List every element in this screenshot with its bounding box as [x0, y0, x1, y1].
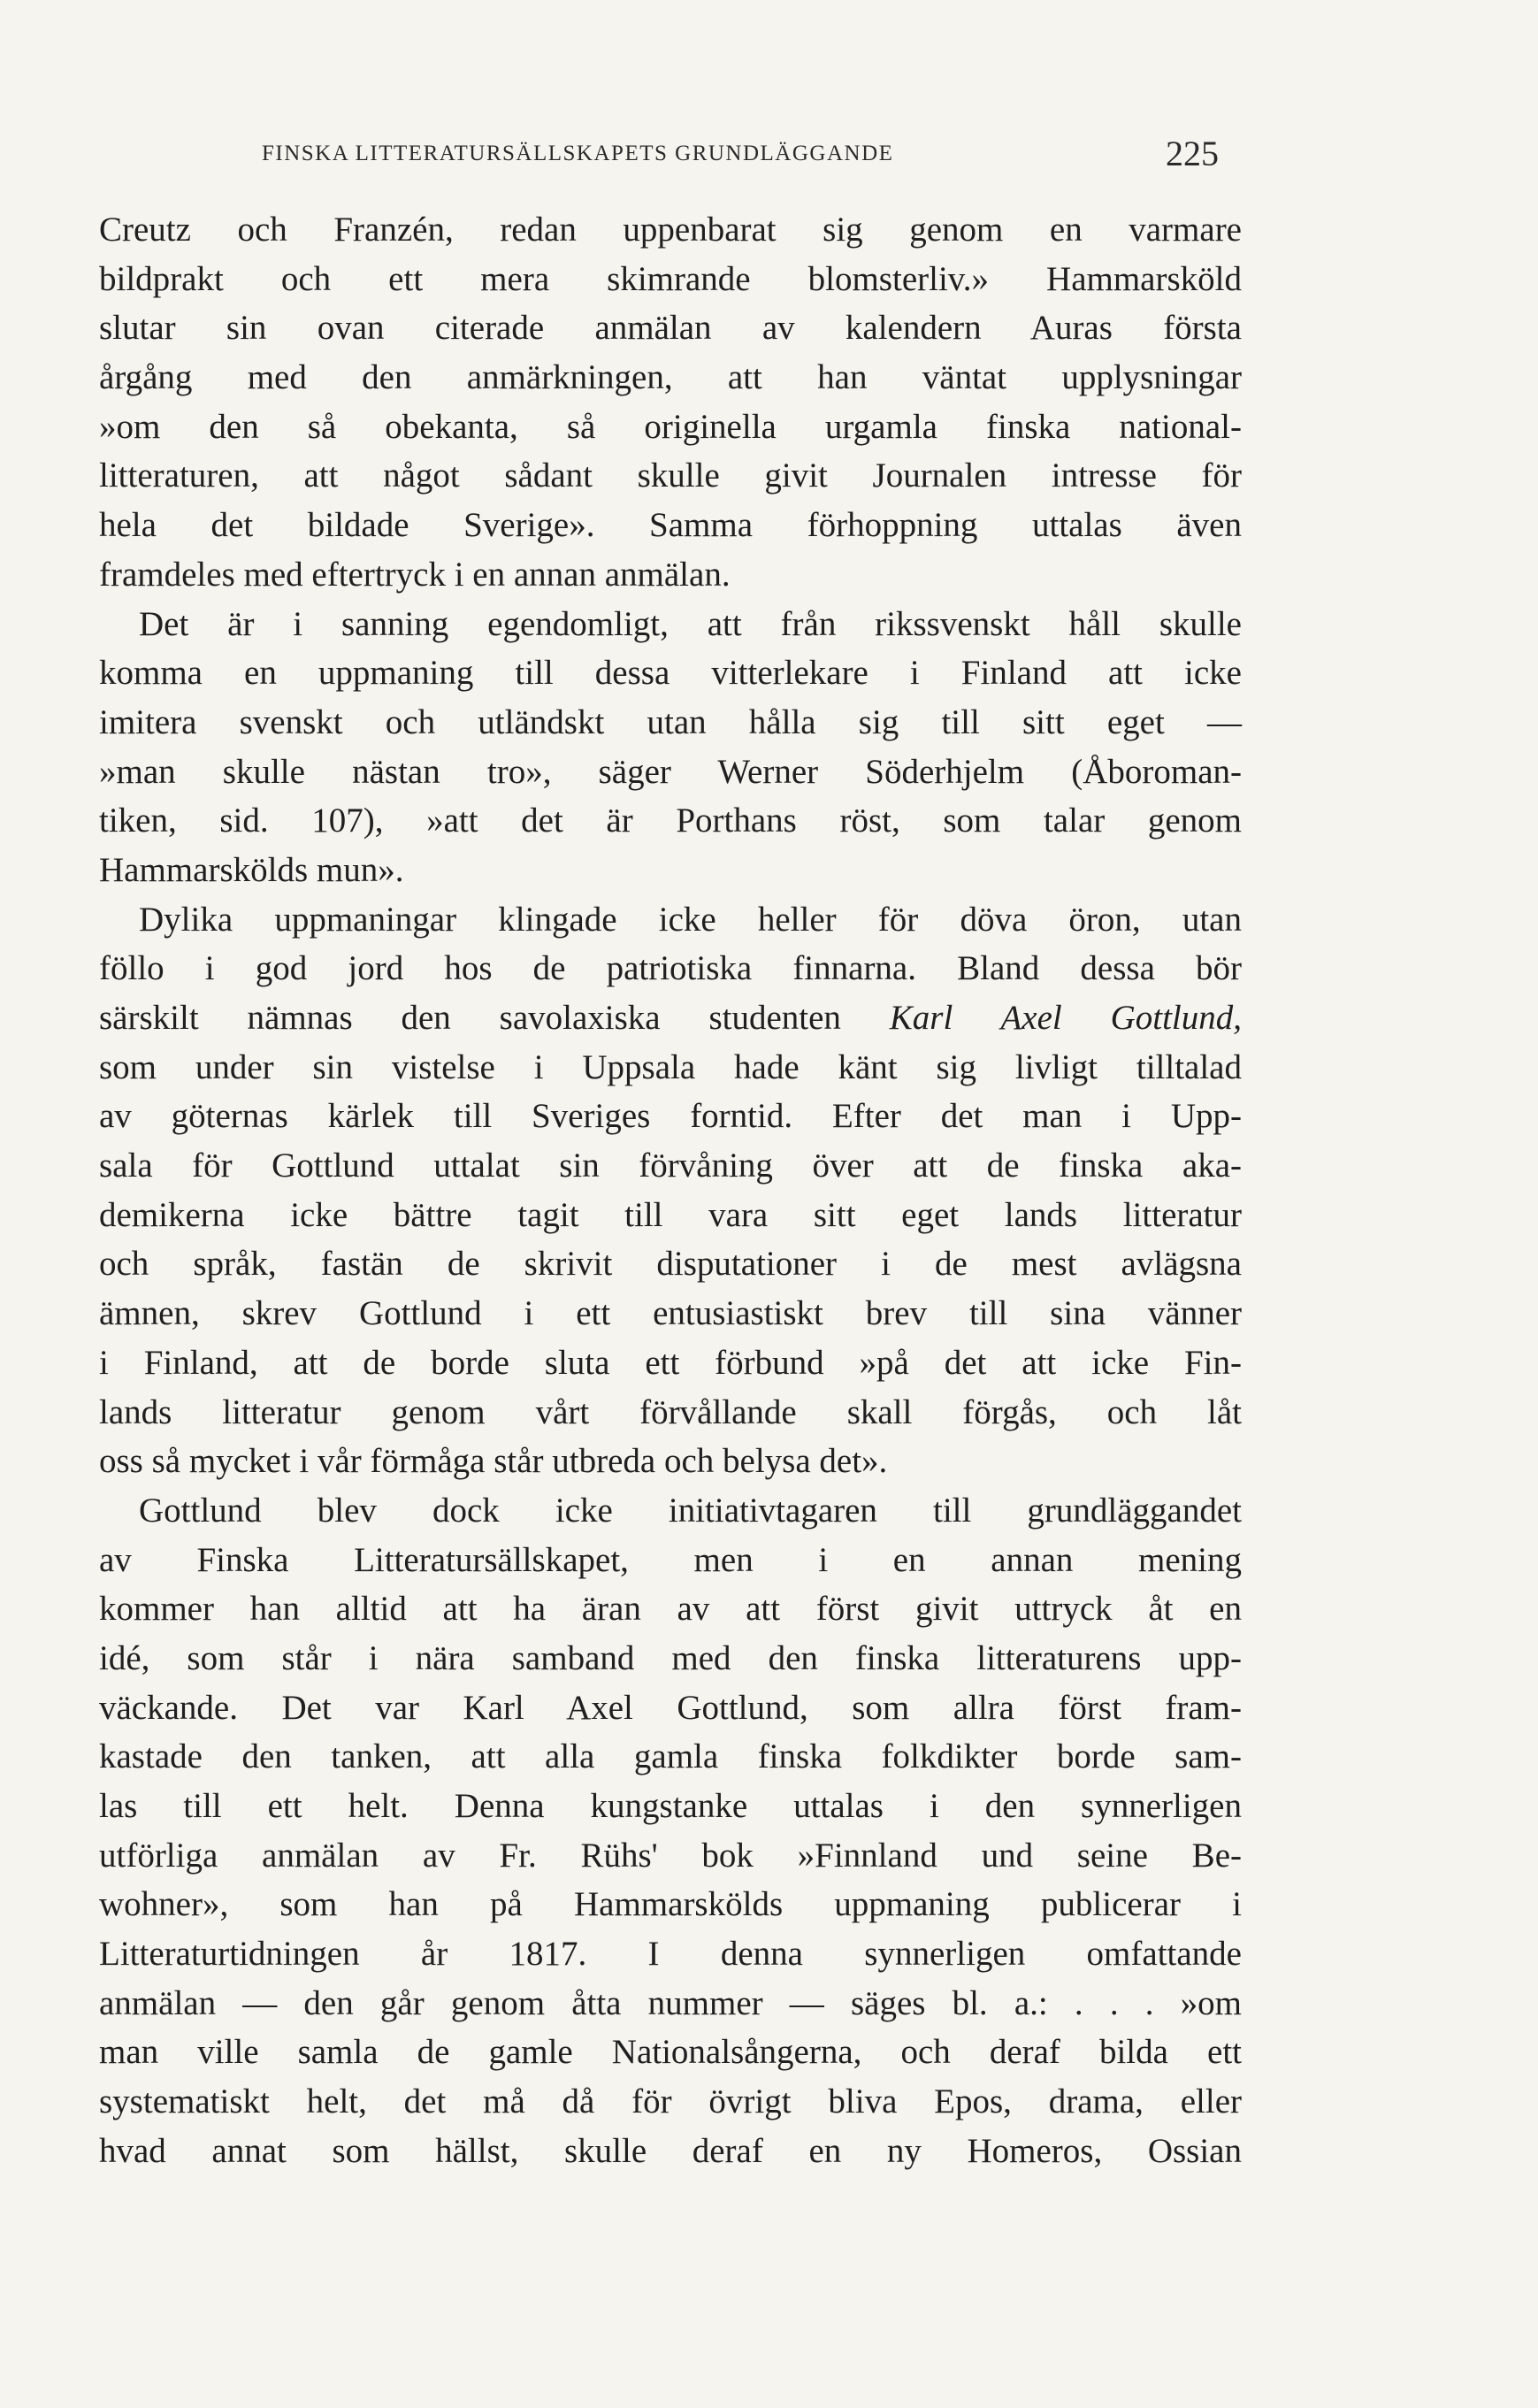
text-line: imitera svenskt och utländskt utan hålla sig till sitt eget —	[99, 702, 1242, 741]
text-line: oss så mycket i vår förmåga står utbreda och belysa det».	[99, 1442, 888, 1481]
text-line: hvad annat som hällst, skulle deraf en ny Homeros, Ossian	[99, 2131, 1242, 2170]
running-title: FINSKA LITTERATURSÄLLSKAPETS GRUNDLÄGGANDE	[262, 142, 894, 165]
text-line: slutar sin ovan citerade anmälan av kalendern Auras första	[99, 309, 1242, 348]
text-line: ämnen, skrev Gottlund i ett entusiastiskt brev till sina vänner	[99, 1294, 1242, 1333]
text-line: man ville samla de gamle Nationalsångerna, och deraf bilda ett	[99, 2033, 1242, 2072]
text-line: wohner», som han på Hammarskölds uppmaning publicerar i	[99, 1885, 1242, 1924]
text-line: idé, som står i nära samband med den finska litteraturens upp-	[99, 1638, 1242, 1677]
text-line: anmälan — den går genom åtta nummer — säges bl. a.: . . . »om	[99, 1983, 1242, 2022]
text-line: i Finland, att de borde sluta ett förbund »på det att icke Fin-	[99, 1343, 1242, 1382]
text-line: bildprakt och ett mera skimrande blomsterliv.» Hammarsköld	[99, 259, 1242, 298]
text-line: litteraturen, att något sådant skulle givit Journalen intresse för	[99, 456, 1242, 495]
text-line: årgång med den anmärkningen, att han väntat upplysningar	[99, 358, 1242, 397]
text-line: hela det bildade Sverige». Samma förhoppning uttalas även	[99, 506, 1242, 545]
text-line: komma en uppmaning till dessa vitterlekare i Finland att icke	[99, 654, 1242, 693]
text-line: sala för Gottlund uttalat sin förvåning över att de finska aka-	[99, 1146, 1242, 1185]
page-number: 225	[1166, 134, 1219, 173]
text-line: föllo i god jord hos de patriotiska finnarna. Bland dessa bör	[99, 949, 1242, 988]
text-line: kastade den tanken, att alla gamla finska folkdikter borde sam-	[99, 1737, 1242, 1776]
text-line: Hammarskölds mun».	[99, 850, 404, 889]
italic-name: Karl Axel Gottlund,	[889, 999, 1242, 1037]
body-text	[99, 205, 1242, 2176]
text-line: väckande. Det var Karl Axel Gottlund, som allra först fram-	[99, 1688, 1242, 1727]
text-line: demikerna icke bättre tagit till vara sitt eget lands litteratur	[99, 1195, 1242, 1234]
text-line: framdeles med eftertryck i en annan anmälan.	[99, 555, 731, 594]
text-line: Det är i sanning egendomligt, att från rikssvenskt håll skulle	[139, 604, 1242, 643]
text-line: och språk, fastän de skrivit disputationer i de mest avlägsna	[99, 1245, 1242, 1284]
text-line: av göternas kärlek till Sveriges forntid. Efter det man i Upp-	[99, 1097, 1242, 1136]
text-line: utförliga anmälan av Fr. Rühs' bok »Finnland und seine Be-	[99, 1836, 1242, 1875]
text-line: tiken, sid. 107), »att det är Porthans röst, som talar genom	[99, 801, 1242, 840]
text-line: Litteraturtidningen år 1817. I denna synnerligen omfattande	[99, 1935, 1242, 1974]
text-line: las till ett helt. Denna kungstanke uttalas i den synnerligen	[99, 1787, 1242, 1825]
text-line: av Finska Litteratursällskapet, men i en annan mening	[99, 1540, 1242, 1579]
text-line: Dylika uppmaningar klingade icke heller för döva öron, utan	[139, 900, 1242, 939]
text-line: Creutz och Franzén, redan uppenbarat sig genom en varmare	[99, 211, 1242, 249]
text-line: Gottlund blev dock icke initiativtagaren till grundläggandet	[139, 1491, 1242, 1530]
text-line: lands litteratur genom vårt förvållande skall förgås, och låt	[99, 1392, 1242, 1431]
text-line: kommer han alltid att ha äran av att först givit uttryck åt en	[99, 1590, 1242, 1629]
text-line: som under sin vistelse i Uppsala hade känt sig livligt tilltalad	[99, 1047, 1242, 1086]
text-line: »man skulle nästan tro», säger Werner Söderhjelm (Åboroman-	[99, 752, 1242, 791]
text-line: särskilt nämnas den savolaxiska studenten Karl Axel Gottlund,	[99, 999, 1242, 1037]
text-line: systematiskt helt, det må då för övrigt bliva Epos, drama, eller	[99, 2082, 1242, 2121]
text-line: »om den så obekanta, så originella urgamla finska national-	[99, 407, 1242, 446]
